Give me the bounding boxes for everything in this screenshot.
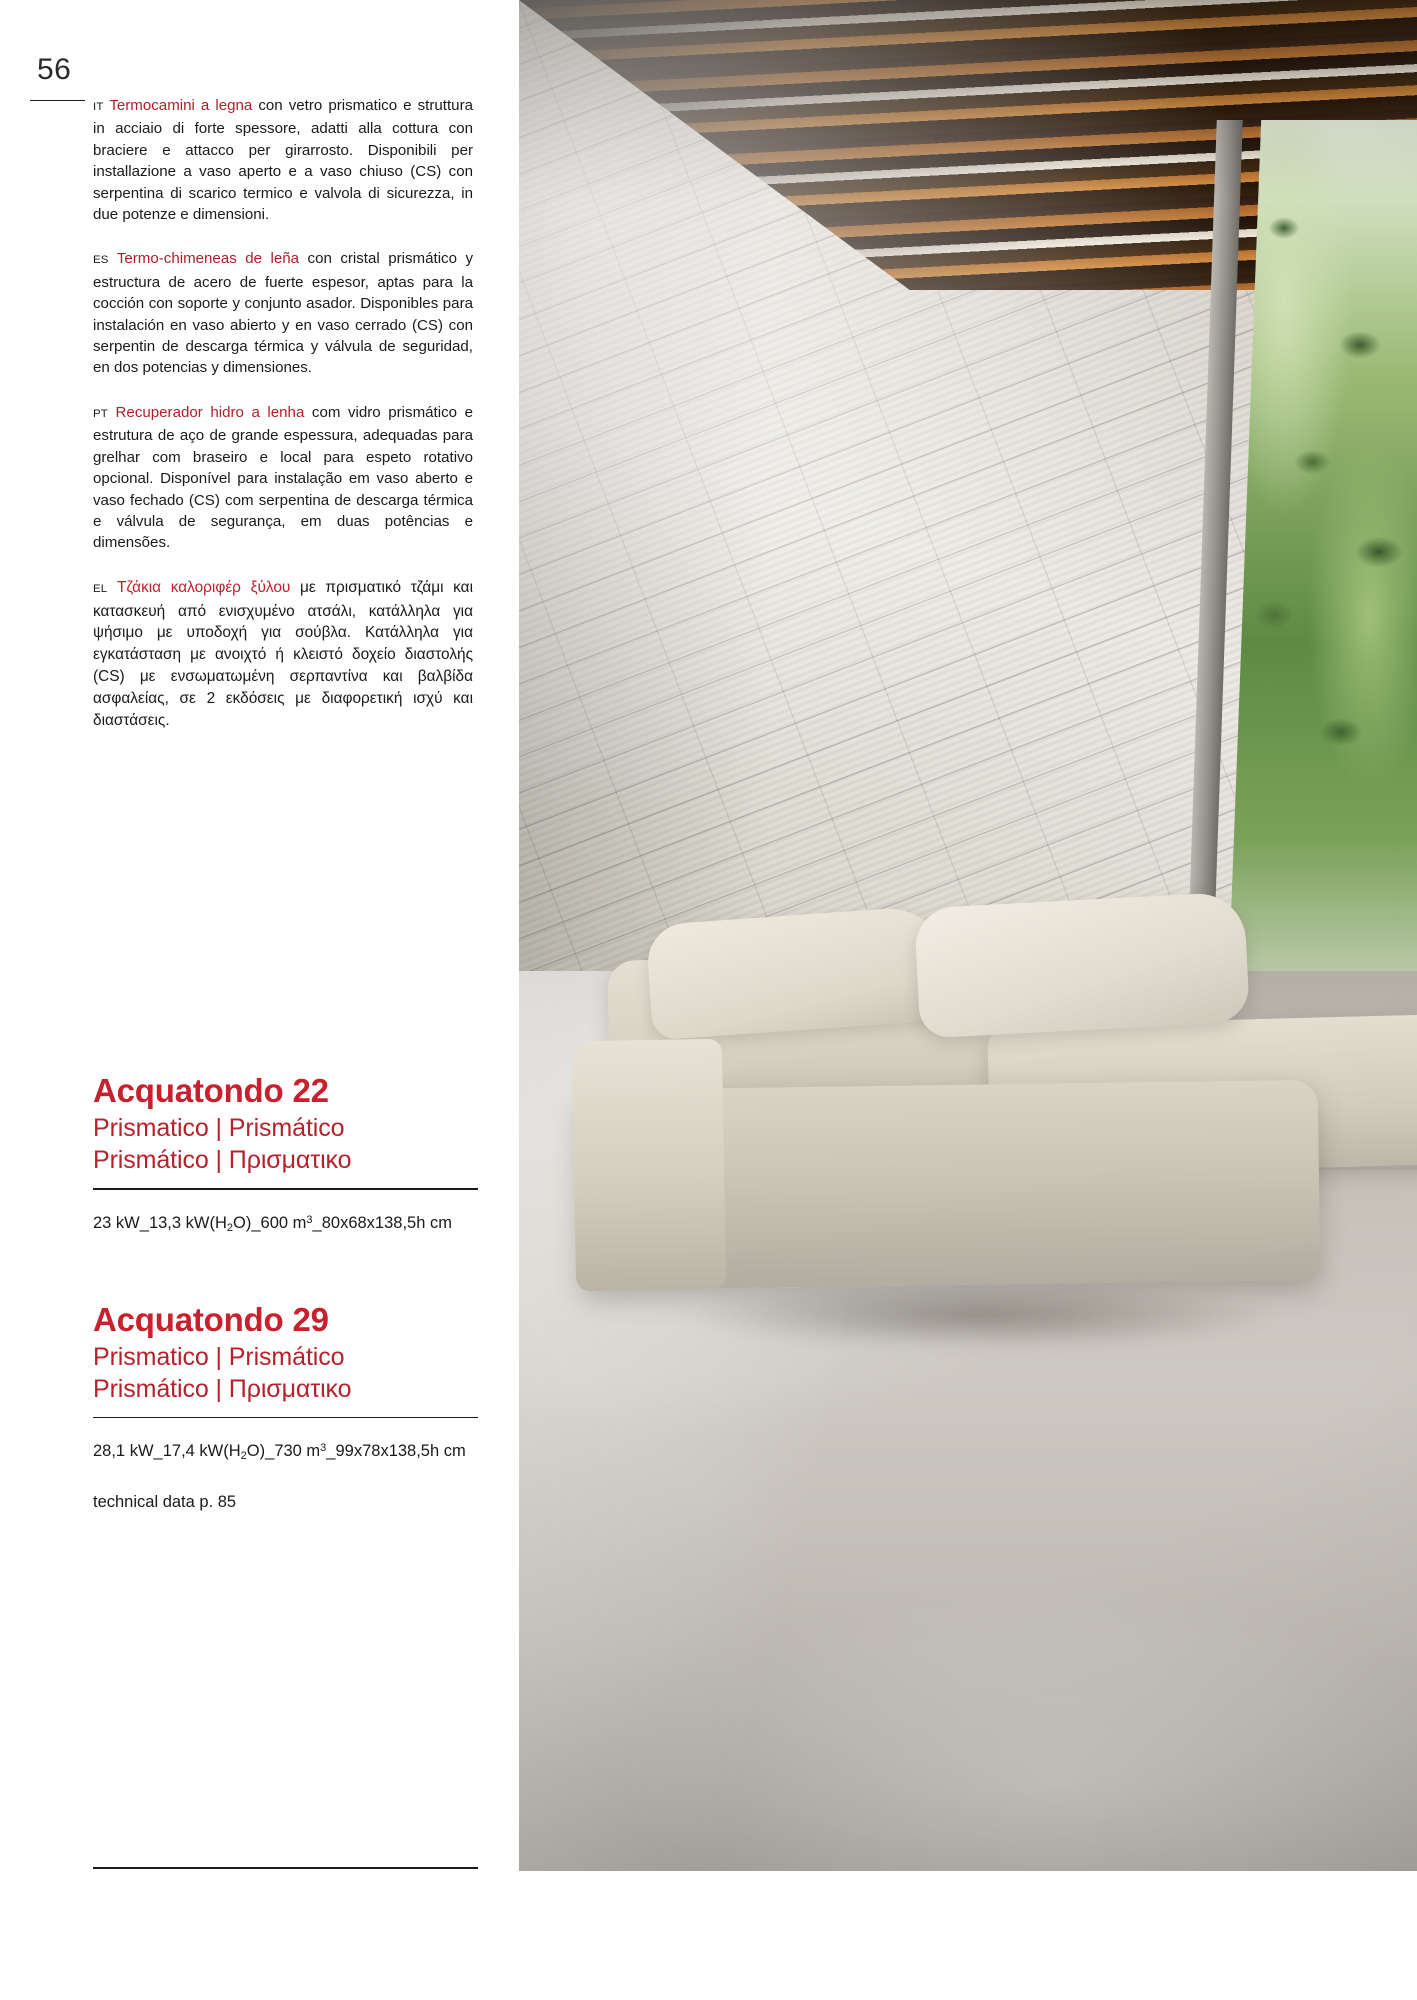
product-acquatondo-29 bbox=[93, 1301, 478, 1513]
product-subtitle-line2: Prismático | Πρισματικο bbox=[93, 1374, 352, 1403]
spec-water-subscript: 2 bbox=[226, 1221, 234, 1234]
spec-dimensions: 99x78x138,5h cm bbox=[335, 1442, 466, 1461]
description-it bbox=[93, 95, 473, 225]
sofa-armrest bbox=[572, 1039, 726, 1292]
spec-water-power-suffix: O) bbox=[246, 1442, 266, 1461]
product-acquatondo-22 bbox=[93, 1072, 478, 1239]
lead-phrase-es: Termo-chimeneas de leña bbox=[116, 250, 300, 268]
body-text-el: με πρισματικό τζάμι και κατασκευή από ενισχυμένο ατσάλι, κατάλληλα για ψήσιμο με υποδοχή για σούβλα. Κατάλληλα για εγκατάσταση με ανοιχτό ή κλειστό δοχείο διαστολής (CS) με ενσωματωμένη σερπαντίνα και βαλβίδα ασφαλείας, σε 2 εκδόσεις με διαφορετική ισχύ και διαστάσεις. bbox=[93, 578, 473, 729]
product-title: Acquatondo 22 bbox=[93, 1072, 329, 1109]
product-specifications: 23 kW_13,3 $kW(H_2O)\_600$ $m^3\_80x68x138,5h$ cm bbox=[93, 1213, 452, 1234]
product-subtitle-line2: Prismático | Πρισματικο bbox=[93, 1146, 352, 1174]
spec-volume: 730 m bbox=[274, 1442, 321, 1461]
sofa-cushion bbox=[645, 905, 952, 1041]
page-number-rule bbox=[30, 100, 85, 101]
lang-tag-es: ES bbox=[93, 254, 109, 267]
body-text-it: con vetro prismatico e struttura in acciaio di forte spessore, adatti alla cottura con braciere e attacco per girarrosto. Disponibili per installazione a vaso aperto e a vaso chiuso (CS) con serpentina di scarico termico e valvola di sicurezza, in due potenze e dimensioni. bbox=[93, 97, 473, 224]
lead-phrase-it: Termocamini a legna bbox=[109, 97, 253, 114]
description-pt bbox=[93, 402, 473, 554]
product-subtitle-line1: Prismatico | Prismático bbox=[93, 1114, 345, 1142]
lang-tag-el: EL bbox=[93, 582, 108, 595]
sofa-pillow bbox=[914, 891, 1250, 1038]
spec-volume: 600 m bbox=[260, 1213, 307, 1232]
lang-tag-it: IT bbox=[93, 101, 104, 113]
product-divider bbox=[93, 1188, 478, 1190]
product-specifications: 28,1 kW_17,4 $kW(H_2O)\_730$ $m^3\_99x78x138,5h$ cm bbox=[93, 1442, 466, 1463]
lang-tag-pt: PT bbox=[93, 407, 108, 420]
interior-photograph bbox=[519, 0, 1417, 1871]
spec-dimensions: 80x68x138,5h cm bbox=[321, 1213, 452, 1232]
technical-data-reference: technical data p. 85 bbox=[93, 1493, 237, 1512]
product-divider bbox=[93, 1417, 478, 1419]
spec-power: 28,1 kW bbox=[93, 1442, 154, 1461]
product-title: Acquatondo 29 bbox=[93, 1300, 329, 1338]
body-text-pt: com vidro prismático e estrutura de aço de grande espessura, adequadas para grelhar com braseiro e local para espeto rotativo opcional. Disponível para instalação em vaso aberto e vaso fechado (CS) com serpentina de descarga térmica e válvula de segurança, em duas potências e dimensões. bbox=[93, 403, 473, 552]
page-number: 56 bbox=[37, 53, 72, 86]
spec-water-power-prefix: 13,3 kW(H bbox=[148, 1213, 227, 1232]
description-el bbox=[93, 577, 473, 732]
product-list bbox=[93, 1072, 478, 1512]
spec-volume-superscript: 3 bbox=[306, 1213, 313, 1226]
lead-phrase-pt: Recuperador hidro a lenha bbox=[115, 403, 305, 421]
text-column bbox=[0, 0, 519, 2000]
body-text-es: con cristal prismático y estructura de acero de fuerte espesor, aptas para la cocción con soporte y conjunto asador. Disponibles para instalación en vaso abierto y en vaso cerrado (CS) con serpentin de descarga térmica y válvula de seguridad, en dos potencias y dimensiones. bbox=[93, 250, 474, 377]
multilingual-descriptions bbox=[93, 95, 473, 731]
lead-phrase-el: Τζάκια καλοριφέρ ξύλου bbox=[117, 578, 291, 596]
spec-water-power-suffix: O) bbox=[233, 1213, 252, 1232]
spec-volume-superscript: 3 bbox=[320, 1442, 327, 1455]
spec-water-subscript: 2 bbox=[240, 1450, 247, 1463]
product-subtitle-line1: Prismatico | Prismático bbox=[93, 1342, 345, 1371]
spec-water-power-prefix: 17,4 kW(H bbox=[162, 1442, 241, 1461]
description-es bbox=[93, 248, 473, 378]
bottom-divider bbox=[93, 1867, 478, 1869]
spec-power: 23 kW bbox=[93, 1213, 140, 1232]
